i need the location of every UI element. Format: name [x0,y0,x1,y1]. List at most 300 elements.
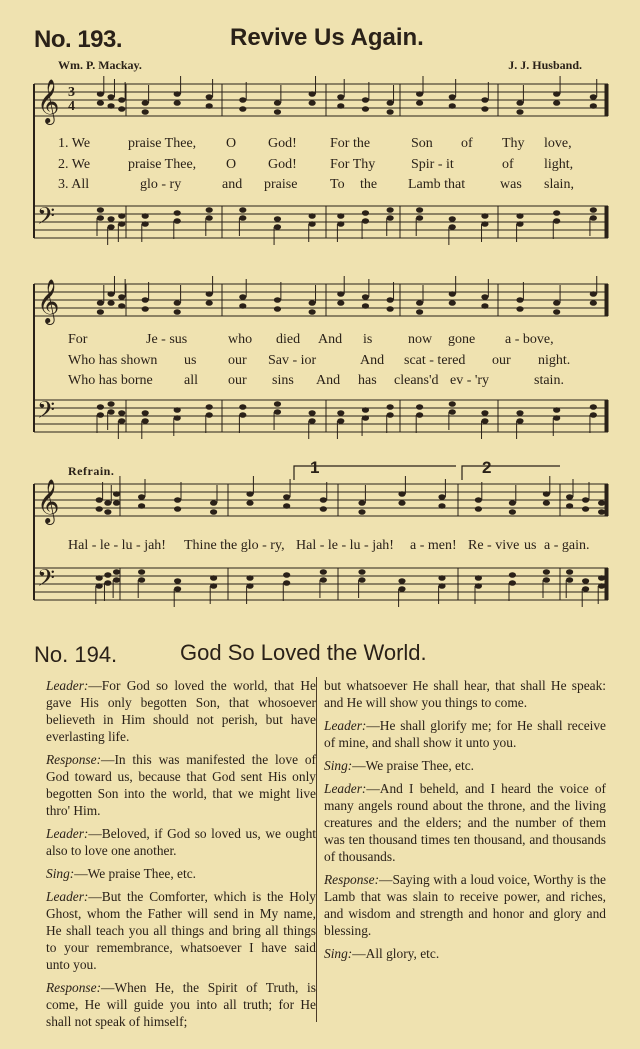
note-head [416,404,423,410]
note-head [239,207,246,213]
lyric: For [68,332,88,347]
lyric: Hal - le - lu - jah! [296,538,394,553]
note-head [206,103,213,109]
note-head [590,207,597,213]
note-head [118,106,125,112]
note-head [358,500,365,506]
lyric: 1. We [58,136,91,151]
note-head [543,569,550,575]
hymn-number: No. 193. [34,26,123,53]
note-head [481,294,488,300]
hymn-title: God So Loved the World. [180,640,427,665]
note-head [138,569,145,575]
note-head [398,500,405,506]
note-head [104,580,111,586]
note-head [309,309,316,315]
lyric: Thine the glo - ry, [184,538,285,553]
note-head [398,586,405,592]
reading-paragraph [46,677,316,745]
lyric: gone [448,332,476,347]
note-head [174,210,181,216]
note-head [309,221,316,227]
lyric: 3. All [58,177,90,192]
note-head [337,221,344,227]
lyric: For Thy [330,157,376,172]
note-head [320,497,327,503]
note-head [598,583,605,589]
note-head [309,213,316,219]
reading-text: —We praise Thee, etc. [74,866,197,881]
note-head [481,97,488,103]
lyric: O [226,136,237,151]
note-head [309,410,316,416]
note-head [358,569,365,575]
refrain-label: Refrain. [68,464,115,478]
note-head [553,100,560,106]
note-head [362,97,369,103]
bass-clef: 𝄢 [37,396,56,429]
note-head [118,410,125,416]
lyric: glo - ry [140,177,182,192]
lyric: For the [330,136,371,151]
note-head [239,97,246,103]
note-head [246,575,253,581]
lyric: Who has shown [68,353,158,368]
system1-verse2 [0,157,640,175]
note-head [582,586,589,592]
note-head [516,221,523,227]
lyric: love, [544,136,572,151]
author: Wm. P. Mackay. [58,58,142,72]
note-head [553,91,560,97]
note-head [97,215,104,221]
note-head [142,221,149,227]
lyric: a - gain. [544,538,590,553]
note-head [309,418,316,424]
lyric: our [492,353,511,368]
note-head [174,578,181,584]
speaker: Leader: [46,889,89,904]
note-head [97,207,104,213]
reading-text: but whatsoever He shall hear, that shall He speak: and He will show you things to come. [324,678,606,710]
note-head [96,497,103,503]
note-head [416,309,423,315]
reading-text: —Beloved, if God so loved us, we ought also to love one another. [46,826,316,858]
note-head [516,418,523,424]
note-head [206,215,213,221]
note-head [337,103,344,109]
reading-text: —Saying with a loud voice, Worthy is the Lamb that was slain to receive power, and riches, and wisdom and strength and honor and glory and blessing. [324,872,606,938]
lyric: the [360,177,378,192]
note-head [283,494,290,500]
note-head [590,103,597,109]
note-head [97,91,104,97]
note-head [96,506,103,512]
note-head [274,401,281,407]
reading-text: —When He, the Spirit of Truth, is come, He will guide you into all truth; for He shall not speak of himself; [46,980,316,1029]
treble-clef: 𝄞 [37,479,60,523]
note-head [553,300,560,306]
note-head [509,509,516,515]
note-head [142,297,149,303]
treble-clef: 𝄞 [37,279,60,323]
speaker: Response: [324,872,380,887]
note-head [206,94,213,100]
note-head [582,497,589,503]
system1-verse1 [0,136,640,154]
time-sig-numerator: 3 [68,85,75,100]
reading-paragraph [46,751,316,819]
reading-left-column [46,677,316,1036]
note-head [118,418,125,424]
reading-paragraph [324,780,606,865]
lyric: now [408,332,433,347]
note-head [543,577,550,583]
note-head [598,500,605,506]
note-head [97,300,104,306]
note-head [553,415,560,421]
note-head [475,575,482,581]
note-head [481,213,488,219]
note-head [274,306,281,312]
note-head [320,569,327,575]
note-head [481,221,488,227]
note-head [438,494,445,500]
note-head [416,100,423,106]
note-head [590,291,597,297]
note-head [590,215,597,221]
system2-verse3 [0,373,640,391]
note-head [582,578,589,584]
note-head [516,297,523,303]
note-head [239,303,246,309]
system2-verse2 [0,353,640,371]
note-head [362,106,369,112]
note-head [543,491,550,497]
note-head [598,509,605,515]
lyric: was [500,177,522,192]
note-head [566,577,573,583]
composer: J. J. Husband. [508,58,582,72]
reading-right-column [324,677,606,968]
lyric: us [524,538,537,553]
note-head [362,407,369,413]
speaker: Leader: [324,718,367,733]
note-head [107,409,114,415]
reading-paragraph [324,757,606,774]
note-head [97,309,104,315]
note-head [516,410,523,416]
note-head [387,306,394,312]
lyric: and [222,177,243,192]
note-head [283,580,290,586]
note-head [438,503,445,509]
lyric: And [360,353,385,368]
system2-verse1 [0,332,640,350]
lyric: Hal - le - lu - jah! [68,538,166,553]
note-head [582,506,589,512]
note-head [113,569,120,575]
bass-clef: 𝄢 [37,564,56,597]
note-head [566,503,573,509]
lyric: And [318,332,343,347]
note-head [481,106,488,112]
note-head [516,306,523,312]
note-head [509,572,516,578]
note-head [274,109,281,115]
note-head [274,100,281,106]
note-head [246,583,253,589]
note-head [210,500,217,506]
lyric: O [226,157,237,172]
note-head [142,100,149,106]
note-head [206,300,213,306]
note-head [320,577,327,583]
second-ending-number: 2 [482,458,492,477]
note-head [416,207,423,213]
refrain-lyrics [0,538,640,556]
note-head [543,500,550,506]
note-head [475,497,482,503]
reading-paragraph [46,865,316,882]
column-divider [316,677,317,1022]
note-head [309,100,316,106]
note-head [246,500,253,506]
lyric: Lamb that [408,177,466,192]
note-head [566,494,573,500]
note-head [104,509,111,515]
note-head [553,210,560,216]
note-head [438,575,445,581]
note-head [337,213,344,219]
note-head [104,572,111,578]
speaker: Leader: [46,826,89,841]
note-head [449,94,456,100]
note-head [174,415,181,421]
note-head [449,291,456,297]
note-head [274,216,281,222]
lyric: all [184,373,198,388]
note-head [210,575,217,581]
note-head [598,575,605,581]
note-head [206,207,213,213]
note-head [206,291,213,297]
note-head [174,407,181,413]
note-head [206,412,213,418]
speaker: Leader: [324,781,367,796]
note-head [246,491,253,497]
speaker: Response: [46,980,102,995]
note-head [174,300,181,306]
lyric: Je - sus [146,332,188,347]
note-head [387,297,394,303]
first-ending-number: 1 [310,458,320,477]
note-head [387,412,394,418]
lyric: is [363,332,373,347]
lyric: us [184,353,197,368]
note-head [438,583,445,589]
speaker: Response: [46,752,102,767]
note-head [239,404,246,410]
reading-text: —For God so loved the world, that He gave His only begotten Son, that whosoever believeth in Him should not perish, but have everlasting life. [46,678,316,744]
lyric: Spir - it [411,157,454,172]
note-head [509,500,516,506]
note-head [509,580,516,586]
note-head [309,91,316,97]
note-head [107,103,114,109]
note-head [337,291,344,297]
lyric: To [330,177,345,192]
note-head [449,103,456,109]
note-head [239,412,246,418]
lyric: our [228,373,247,388]
note-head [358,577,365,583]
lyric: Son [411,136,433,151]
note-head [107,94,114,100]
note-head [97,404,104,410]
note-head [174,506,181,512]
lyric: of [461,136,473,151]
note-head [337,300,344,306]
time-signature-treble [68,86,75,114]
note-head [362,415,369,421]
hymn-title: Revive Us Again. [230,24,424,51]
bass-clef: 𝄢 [37,202,56,235]
reading-paragraph [46,825,316,859]
lyric: sins [272,373,294,388]
note-head [142,410,149,416]
lyric: light, [544,157,574,172]
note-head [138,577,145,583]
lyric: stain. [534,373,564,388]
note-head [174,586,181,592]
note-head [590,404,597,410]
note-head [481,303,488,309]
note-head [449,224,456,230]
note-head [274,297,281,303]
lyric: And [316,373,341,388]
lyric: a - men! [410,538,457,553]
note-head [362,303,369,309]
note-head [362,218,369,224]
note-head [104,500,111,506]
lyric: Thy [502,136,525,151]
note-head [475,506,482,512]
lyric: a - bove, [505,332,554,347]
note-head [239,106,246,112]
note-head [358,509,365,515]
note-head [481,418,488,424]
speaker: Leader: [46,678,89,693]
lyric: ev - 'ry [450,373,490,388]
note-head [174,309,181,315]
reading-paragraph [324,871,606,939]
note-head [320,506,327,512]
note-head [566,569,573,575]
note-head [283,503,290,509]
lyric: Re - vive [468,538,520,553]
lyric: who [228,332,253,347]
reading-paragraph [46,888,316,973]
reading-paragraph [324,945,606,962]
note-head [516,109,523,115]
note-head [449,401,456,407]
note-head [142,109,149,115]
note-head [590,94,597,100]
note-head [387,404,394,410]
lyric: night. [538,353,571,368]
note-head [142,213,149,219]
note-head [239,294,246,300]
lyric: God! [268,157,297,172]
lyric: cleans'd [394,373,439,388]
note-head [553,309,560,315]
note-head [387,207,394,213]
note-head [398,578,405,584]
reading-paragraph [324,717,606,751]
reading-text: —And I beheld, and I heard the voice of many angels round about the throne, and the living creatures and the elders; and the number of them was ten thousand times ten thousand, and thousands of thousands. [324,781,606,864]
note-head [553,218,560,224]
note-head [387,215,394,221]
reading-text: —We praise Thee, etc. [352,758,475,773]
speaker: Sing: [324,758,353,773]
note-head [590,300,597,306]
note-head [113,577,120,583]
note-head [210,583,217,589]
note-head [210,509,217,515]
note-head [274,409,281,415]
note-head [449,216,456,222]
reading-paragraph [324,677,606,711]
note-head [118,221,125,227]
reading-text: —In this was manifested the love of God toward us, because that God sent His only begotten Son into the world, that we might live thro' Him. [46,752,316,818]
note-head [113,491,120,497]
note-head [362,210,369,216]
note-head [362,294,369,300]
speaker: Sing: [46,866,75,881]
reading-paragraph [46,979,316,1030]
note-head [174,218,181,224]
note-head [118,213,125,219]
note-head [590,412,597,418]
note-head [449,300,456,306]
hymn-194-header [34,640,606,672]
note-head [118,303,125,309]
note-head [337,410,344,416]
note-head [138,503,145,509]
note-head [174,497,181,503]
lyric: God! [268,136,297,151]
hymn-number: No. 194. [34,642,118,667]
lyric: praise Thee, [128,136,197,151]
lyric: died [276,332,301,347]
note-head [553,407,560,413]
note-head [481,410,488,416]
note-head [174,100,181,106]
note-head [107,291,114,297]
note-head [174,91,181,97]
note-head [97,412,104,418]
system1-verse3 [0,177,640,195]
note-head [516,213,523,219]
note-head [96,583,103,589]
note-head [107,300,114,306]
speaker: Sing: [324,946,353,961]
note-head [142,306,149,312]
note-head [309,300,316,306]
note-head [516,100,523,106]
note-head [398,491,405,497]
